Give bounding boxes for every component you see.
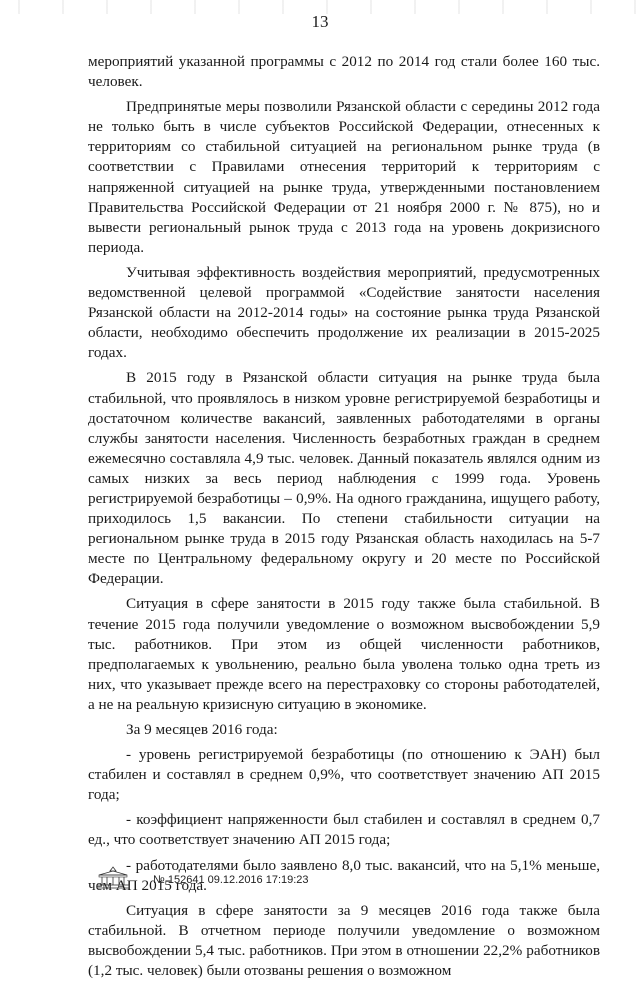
- paragraph-3: Учитывая эффективность воздействия мероприятий, предусмотренных ведомственной целевой программой «Содействие занятости населения Рязанской области на 2012-2014 годы» на состояние рынка труда Рязанской области, необходимо обеспечить продолжение их реализации в 2015-2025 годах.: [88, 263, 600, 362]
- paragraph-1: мероприятий указанной программы с 2012 по 2014 год стали более 160 тыс. человек.: [88, 53, 600, 91]
- paragraph-2: Предпринятые меры позволили Рязанской области с середины 2012 года не только быть в числе субъектов Российской Федерации, отнесенных к территориям со стабильной ситуацией на региональном рынке труда (в соответствии с Правилами отнесения территорий к территориям с напряженной ситуацией на рынке труда, утвержденными постановлением Правительства Российской Федерации от 21 ноября 2000 г. № 875), но и вывести региональный рынок труда с 2013 года на уровень докризисного периода.: [88, 98, 600, 256]
- paragraph-4: В 2015 году в Рязанской области ситуация на рынке труда была стабильной, что проявлялось в низком уровне регистрируемой безработицы и достаточном количестве вакансий, заявленных работодателями в органы службы занятости населения. Численность безработных граждан в среднем ежемесячно составляла 4,9 тыс. человек. Данный показатель являлся одним из самых низких за весь период наблюдения с 1999 года. Уровень регистрируемой безработицы – 0,9%. На одного гражданина, ищущего работу, приходилось 1,5 вакансии. По степени стабильности ситуации на региональном рынке труда в 2015 году Рязанская область находилась на 5-7 месте по Центральному федеральному округу и 20 месте по Российской Федерации.: [88, 369, 600, 588]
- registration-stamp-text: № 152641 09.12.2016 17:19:23: [153, 874, 309, 886]
- paragraph-10: Ситуация в сфере занятости за 9 месяцев 2016 года также была стабильной. В отчетном периоде получили уведомление о возможном высвобождении 5,4 тыс. работников. При этом в отношении 22,2% работников (1,2 тыс. человек) были отозваны решения о возможном: [88, 901, 600, 980]
- paragraph-9: - работодателями было заявлено 8,0 тыс. вакансий, что на 5,1% меньше, чем АП 2015 года.: [88, 856, 600, 894]
- paragraph-8: - коэффициент напряженности был стабилен и составлял в среднем 0,7 ед., что соответствует значению АП 2015 года;: [88, 811, 600, 849]
- government-building-icon: [93, 866, 133, 890]
- document-footer: [93, 866, 353, 894]
- paragraph-6: За 9 месяцев 2016 года:: [126, 721, 278, 738]
- paragraph-7: - уровень регистрируемой безработицы (по отношению к ЭАН) был стабилен и составлял в среднем 0,9%, что соответствует значению АП 2015 года;: [88, 746, 600, 804]
- page-number: 13: [311, 12, 329, 31]
- document-body: [88, 52, 600, 986]
- paragraph-5: Ситуация в сфере занятости в 2015 году также была стабильной. В течение 2015 года получили уведомление о возможном высвобождении 5,9 тыс. работников. При этом из общей численности работников, предполагаемых к увольнению, реально была уволена только одна треть из них, что указывает прежде всего на перестраховку со стороны работодателей, а не на реальную кризисную ситуацию в экономике.: [88, 595, 600, 713]
